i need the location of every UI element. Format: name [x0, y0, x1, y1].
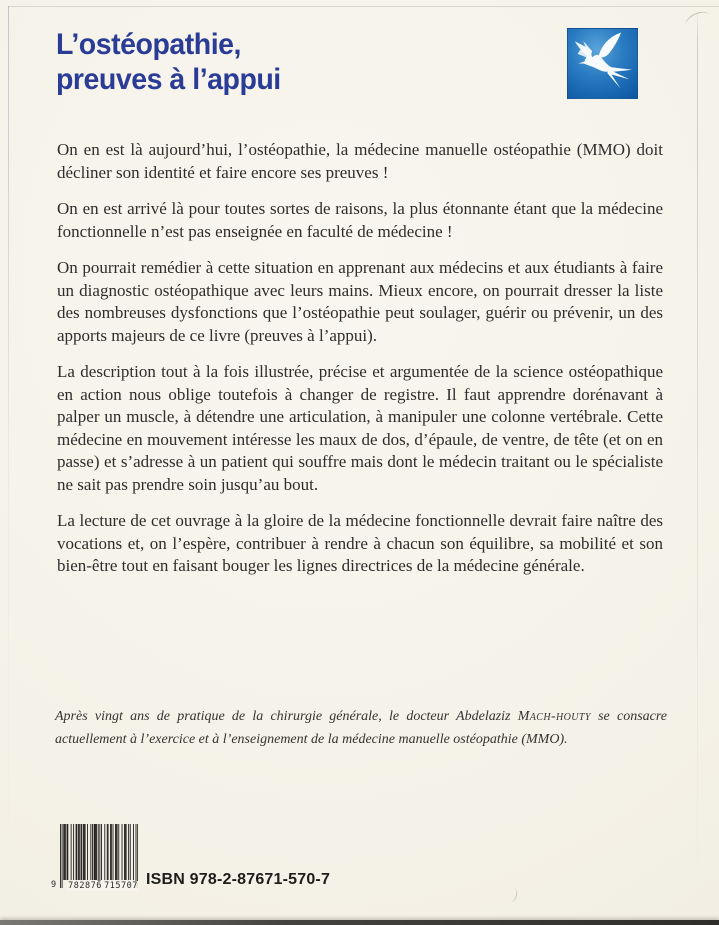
- cover-crease-corner: [683, 8, 713, 32]
- author-note-after: se consacre actuellement à l’exercice et à l’enseignement de la médecine manuelle ostéopathie (MMO).: [55, 709, 667, 747]
- paragraph-2: On en est arrivé là pour toutes sortes de raisons, la plus étonnante étant que la médecine fonctionnelle n’est pas enseignée en faculté de médecine !: [57, 199, 663, 241]
- barcode-bars: [60, 824, 138, 888]
- title-line-1: L’ostéopathie,: [56, 28, 241, 61]
- author-note: [55, 705, 667, 751]
- publisher-logo: [567, 28, 638, 99]
- paragraph-4: La description tout à la fois illustrée, précise et argumentée de la science ostéopathique en action nous oblige toutefois à changer de registre. Il faut apprendre dorénavant à palper un muscle, à détendre une articulation, à manipuler une colonne vertébrale. Cette médecine en mouvement intéresse les maux de dos, d’épaule, de ventre, de tête (et on en passe) et s’adresse à un patient qui souffre mais dont le médecin traitant ou le spécialiste ne sait pas prendre soin jusqu’au bout.: [57, 362, 663, 494]
- paragraph-3: On pourrait remédier à cette situation en apprenant aux médecins et aux étudiants à faire un diagnostic ostéopathique avec leurs mains. Mieux encore, on pourrait dresser la liste des nombreuses dysfonctions que l’ostéopathie peut soulager, guérir ou prévenir, un des apports majeurs de ce livre (preuves à l’appui).: [57, 258, 663, 345]
- cover-crease-right: [697, 10, 698, 917]
- page-edge-left: [8, 6, 9, 920]
- barcode-first-digit: 9: [51, 880, 57, 890]
- barcode-digits-group1: 782876: [68, 881, 102, 891]
- barcode-digits-group2: 715707: [104, 881, 138, 891]
- page-edge-top: [8, 6, 719, 7]
- isbn-text: ISBN 978-2-87671-570-7: [146, 871, 331, 888]
- page-edge-bottom: [0, 920, 719, 925]
- cover-crease-mark: [506, 887, 518, 903]
- paragraph-5: La lecture de cet ouvrage à la gloire de la médecine fonctionnelle devrait faire naître des vocations et, on l’espère, contribuer à rendre à chacun son équilibre, sa mobilité et son bien-être tout en faisant bouger les lignes directrices de la médecine générale.: [57, 511, 663, 575]
- author-note-before: Après vingt ans de pratique de la chirurgie générale, le docteur Abdelaziz: [55, 709, 518, 724]
- title-line-2: preuves à l’appui: [56, 63, 281, 96]
- paragraph-1: On en est là aujourd’hui, l’ostéopathie, la médecine manuelle ostéopathie (MMO) doit décliner son identité et faire encore ses preuves !: [57, 140, 663, 182]
- back-cover-text: [57, 139, 663, 592]
- dove-icon: [568, 29, 637, 98]
- barcode: [51, 824, 138, 894]
- author-name: Mach-houty: [517, 709, 591, 724]
- book-title: [56, 27, 281, 97]
